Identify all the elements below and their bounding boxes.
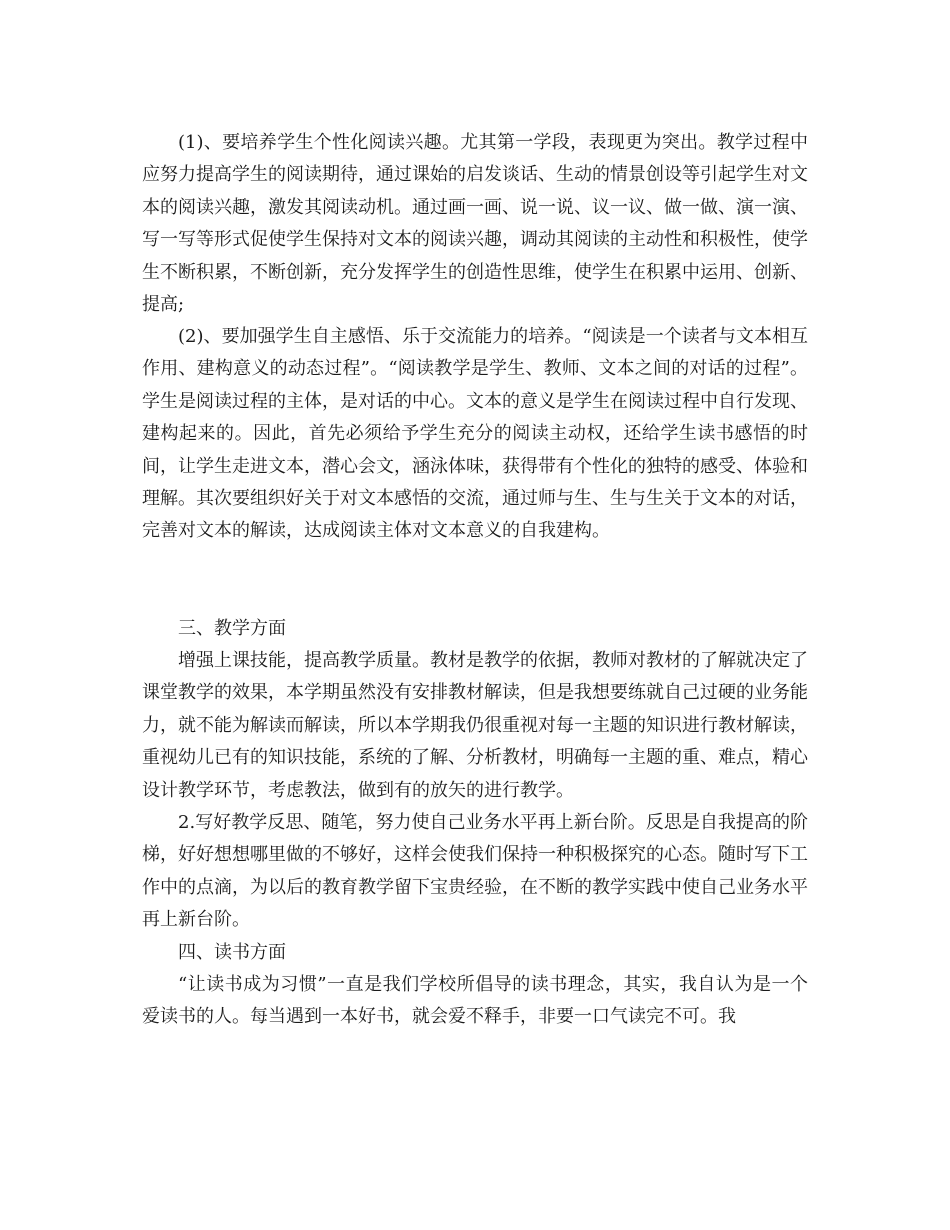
document-page <box>142 127 808 1033</box>
section-heading-teaching: 三、教学方面 <box>178 618 286 639</box>
paragraph-reading-habit: “让读书成为习惯”一直是我们学校所倡导的读书理念，其实，我自认为是一个爱读书的人。每当遇到一本好书，就会爱不释手，非要一口气读完不可。我 <box>142 974 808 1028</box>
paragraph-teaching-reflection: 2.写好教学反思、随笔，努力使自己业务水平再上新台阶。反思是自我提高的阶梯，好好想想哪里做的不够好，这样会使我们保持一种积极探究的心态。随时写下工作中的点滴，为以后的教育教学留下宝贵经验，在不断的教学实践中使自己业务水平再上新台阶。 <box>142 812 808 931</box>
paragraph-teaching-skills: 增强上课技能，提高教学质量。教材是教学的依据，教师对教材的了解就决定了课堂教学的效果，本学期虽然没有安排教材解读，但是我想要练就自己过硬的业务能力，就不能为解读而解读，所以本学期我仍很重视对每一主题的知识进行教材解读，重视幼儿已有的知识技能，系统的了解、分析教材，明确每一主题的重、难点，精心设计教学环节，考虑教法，做到有的放矢的进行教学。 <box>142 650 808 801</box>
section-heading-reading: 四、读书方面 <box>178 942 286 963</box>
paragraph-reading-interest: (1)、要培养学生个性化阅读兴趣。尤其第一学段，表现更为突出。教学过程中应努力提高学生的阅读期待，通过课始的启发谈话、生动的情景创设等引起学生对文本的阅读兴趣，激发其阅读动机。通过画一画、说一说、议一议、做一做、演一演、写一写等形式促使学生保持对文本的阅读兴趣，调动其阅读的主动性和积极性，使学生不断积累，不断创新，充分发挥学生的创造性思维，使学生在积累中运用、创新、提高; <box>142 132 808 316</box>
paragraph-self-perception: (2)、要加强学生自主感悟、乐于交流能力的培养。“阅读是一个读者与文本相互作用、建构意义的动态过程”。“阅读教学是学生、教师、文本之间的对话的过程”。学生是阅读过程的主体，是对话的中心。文本的意义是学生在阅读过程中自行发现、建构起来的。因此，首先必须给予学生充分的阅读主动权，还给学生读书感悟的时间，让学生走进文本，潜心会文，涵泳体味，获得带有个性化的独特的感受、体验和理解。其次要组织好关于对文本感悟的交流，通过师与生、生与生关于文本的对话，完善对文本的解读，达成阅读主体对文本意义的自我建构。 <box>142 326 808 542</box>
